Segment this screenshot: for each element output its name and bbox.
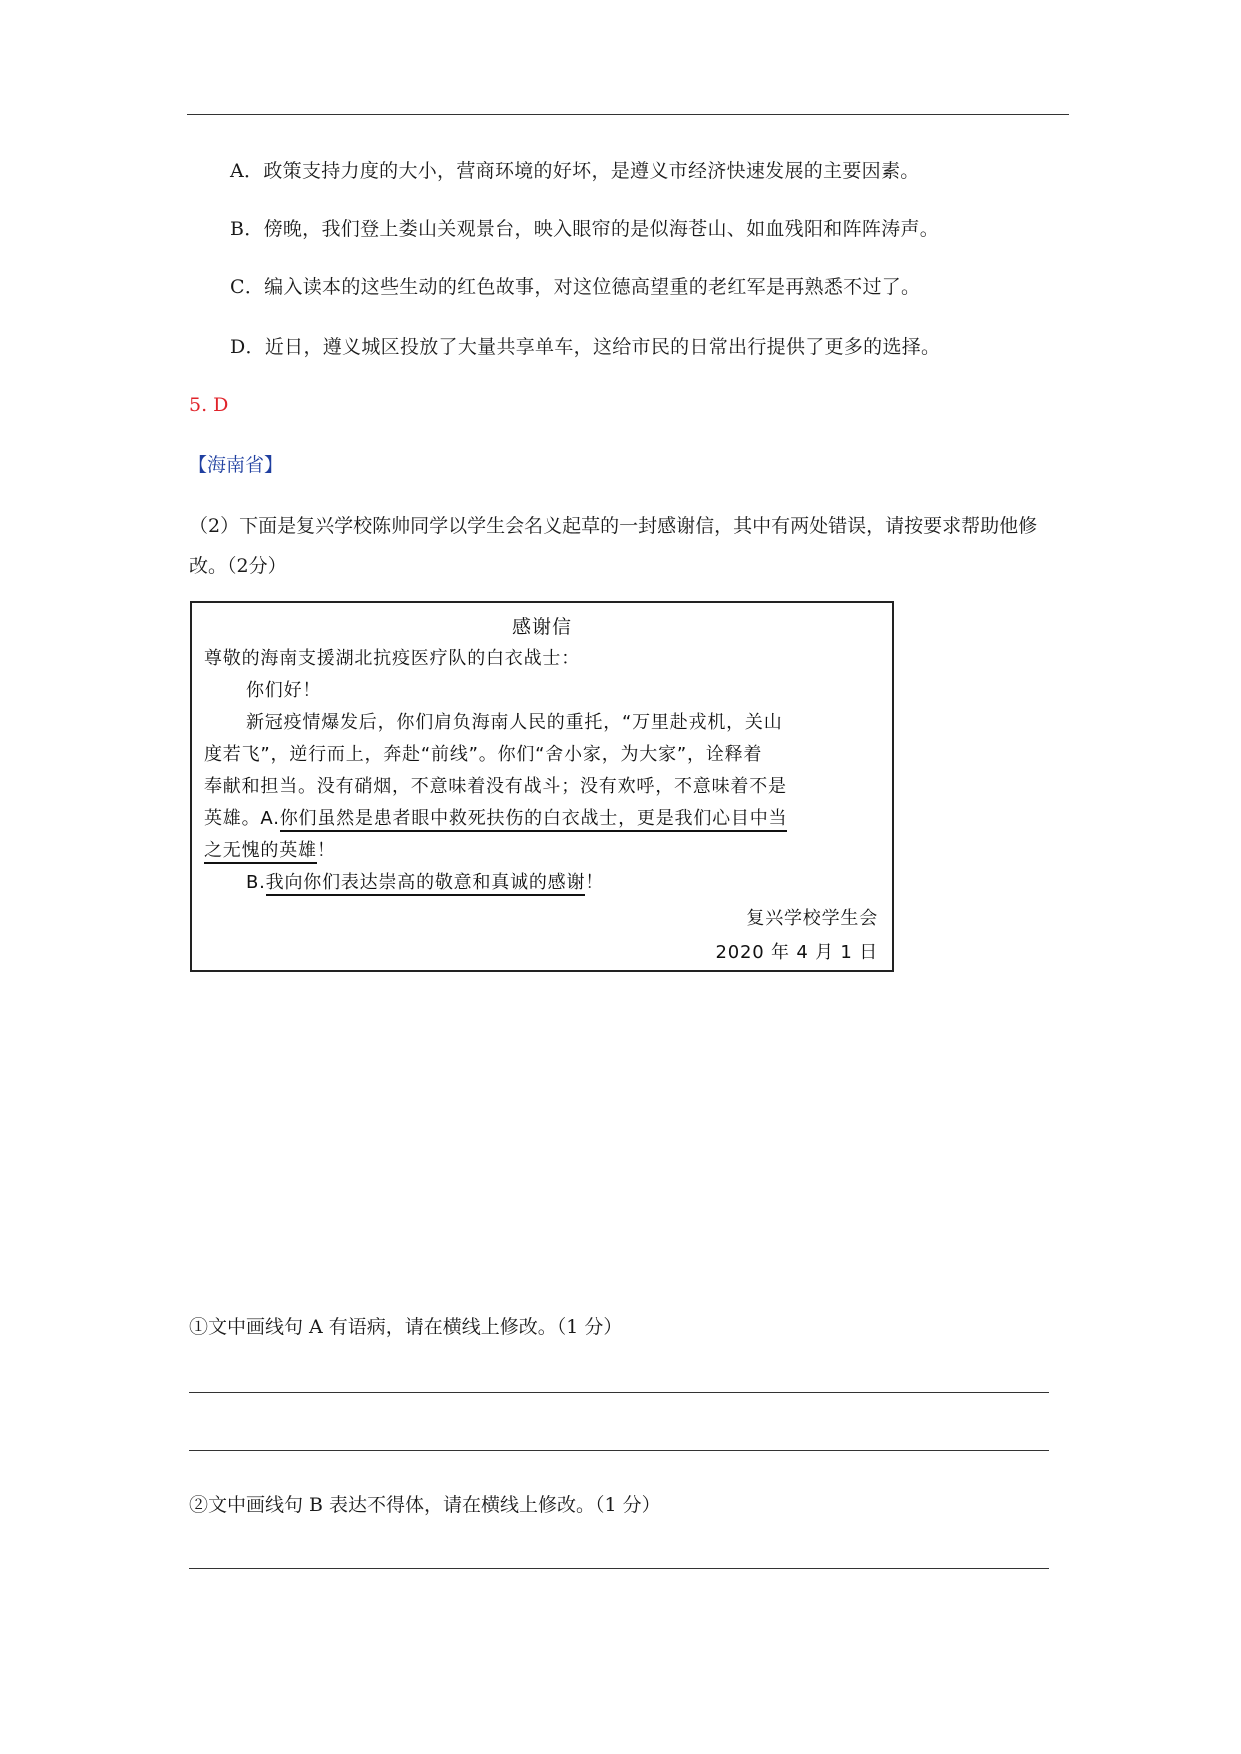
option-c: C．编入读本的这些生动的红色故事，对这位德高望重的老红军是再熟悉不过了。 bbox=[230, 276, 921, 298]
option-a: A．政策支持力度的大小，营商环境的好坏，是遵义市经济快速发展的主要因素。 bbox=[230, 160, 920, 182]
option-d: D．近日，遵义城区投放了大量共享单车，这给市民的日常出行提供了更多的选择。 bbox=[230, 336, 941, 358]
option-text: 近日，遵义城区投放了大量共享单车，这给市民的日常出行提供了更多的选择。 bbox=[264, 336, 941, 358]
option-text: 政策支持力度的大小，营商环境的好坏，是遵义市经济快速发展的主要因素。 bbox=[263, 160, 920, 182]
option-letter: B bbox=[230, 218, 245, 240]
header-rule bbox=[187, 114, 1069, 115]
letter-salutation: 尊敬的海南支援湖北抗疫医疗队的白衣战士： bbox=[204, 648, 580, 669]
option-b: B．傍晚，我们登上娄山关观景台，映入眼帘的是似海苍山、如血残阳和阵阵涛声。 bbox=[230, 218, 940, 240]
region-tag: 【海南省】 bbox=[188, 454, 284, 476]
letter-signature: 复兴学校学生会 bbox=[746, 908, 878, 929]
letter-title: 感谢信 bbox=[511, 616, 572, 638]
underlined-sentence-b: 我向你们表达崇高的敬意和真诚的感谢 bbox=[266, 872, 586, 896]
letter-body-line: 度若飞”，逆行而上，奔赴“前线”。你们“舍小家，为大家”，诠释着 bbox=[204, 744, 763, 765]
letter-body-line bbox=[204, 839, 336, 863]
question-text: （2）下面是复兴学校陈帅同学以学生会名义起草的一封感谢信，其中有两处错误，请按要求帮助他修改。（2分） bbox=[189, 515, 1038, 577]
answer-line[interactable] bbox=[189, 1568, 1049, 1569]
letter-text: ！ bbox=[585, 872, 605, 893]
letter-body-line: 奉献和担当。没有硝烟，不意味着没有战斗；没有欢呼，不意味着不是 bbox=[204, 776, 787, 797]
option-letter: A bbox=[230, 160, 245, 182]
answer-line[interactable] bbox=[189, 1450, 1049, 1451]
letter-date: 2020 年 4 月 1 日 bbox=[715, 942, 878, 963]
letter-body-line bbox=[204, 807, 787, 831]
letter-body-line: 新冠疫情爆发后，你们肩负海南人民的重托，“万里赴戎机，关山 bbox=[246, 712, 783, 733]
option-letter: C bbox=[230, 276, 245, 298]
thank-you-letter-image bbox=[190, 601, 894, 972]
letter-body-line bbox=[246, 871, 604, 895]
option-text: 傍晚，我们登上娄山关观景台，映入眼帘的是似海苍山、如血残阳和阵阵涛声。 bbox=[263, 218, 940, 240]
answer-line[interactable] bbox=[189, 1392, 1049, 1393]
answer-label: 5. D bbox=[189, 394, 229, 416]
underlined-sentence-a: 你们虽然是患者眼中救死扶伤的白衣战士，更是我们心目中当 bbox=[280, 808, 788, 832]
letter-greeting: 你们好！ bbox=[246, 680, 322, 701]
letter-text: B. bbox=[246, 872, 266, 893]
letter-text: 英雄。A. bbox=[204, 808, 280, 829]
option-text: 编入读本的这些生动的红色故事，对这位德高望重的老红军是再熟悉不过了。 bbox=[264, 276, 921, 298]
letter-text: ！ bbox=[316, 840, 336, 861]
sub-question-1: ①文中画线句 A 有语病，请在横线上修改。（1 分） bbox=[189, 1316, 623, 1338]
underlined-sentence-a: 之无愧的英雄 bbox=[204, 840, 317, 864]
option-letter: D bbox=[230, 336, 246, 358]
sub-question-2: ②文中画线句 B 表达不得体，请在横线上修改。（1 分） bbox=[189, 1494, 661, 1516]
